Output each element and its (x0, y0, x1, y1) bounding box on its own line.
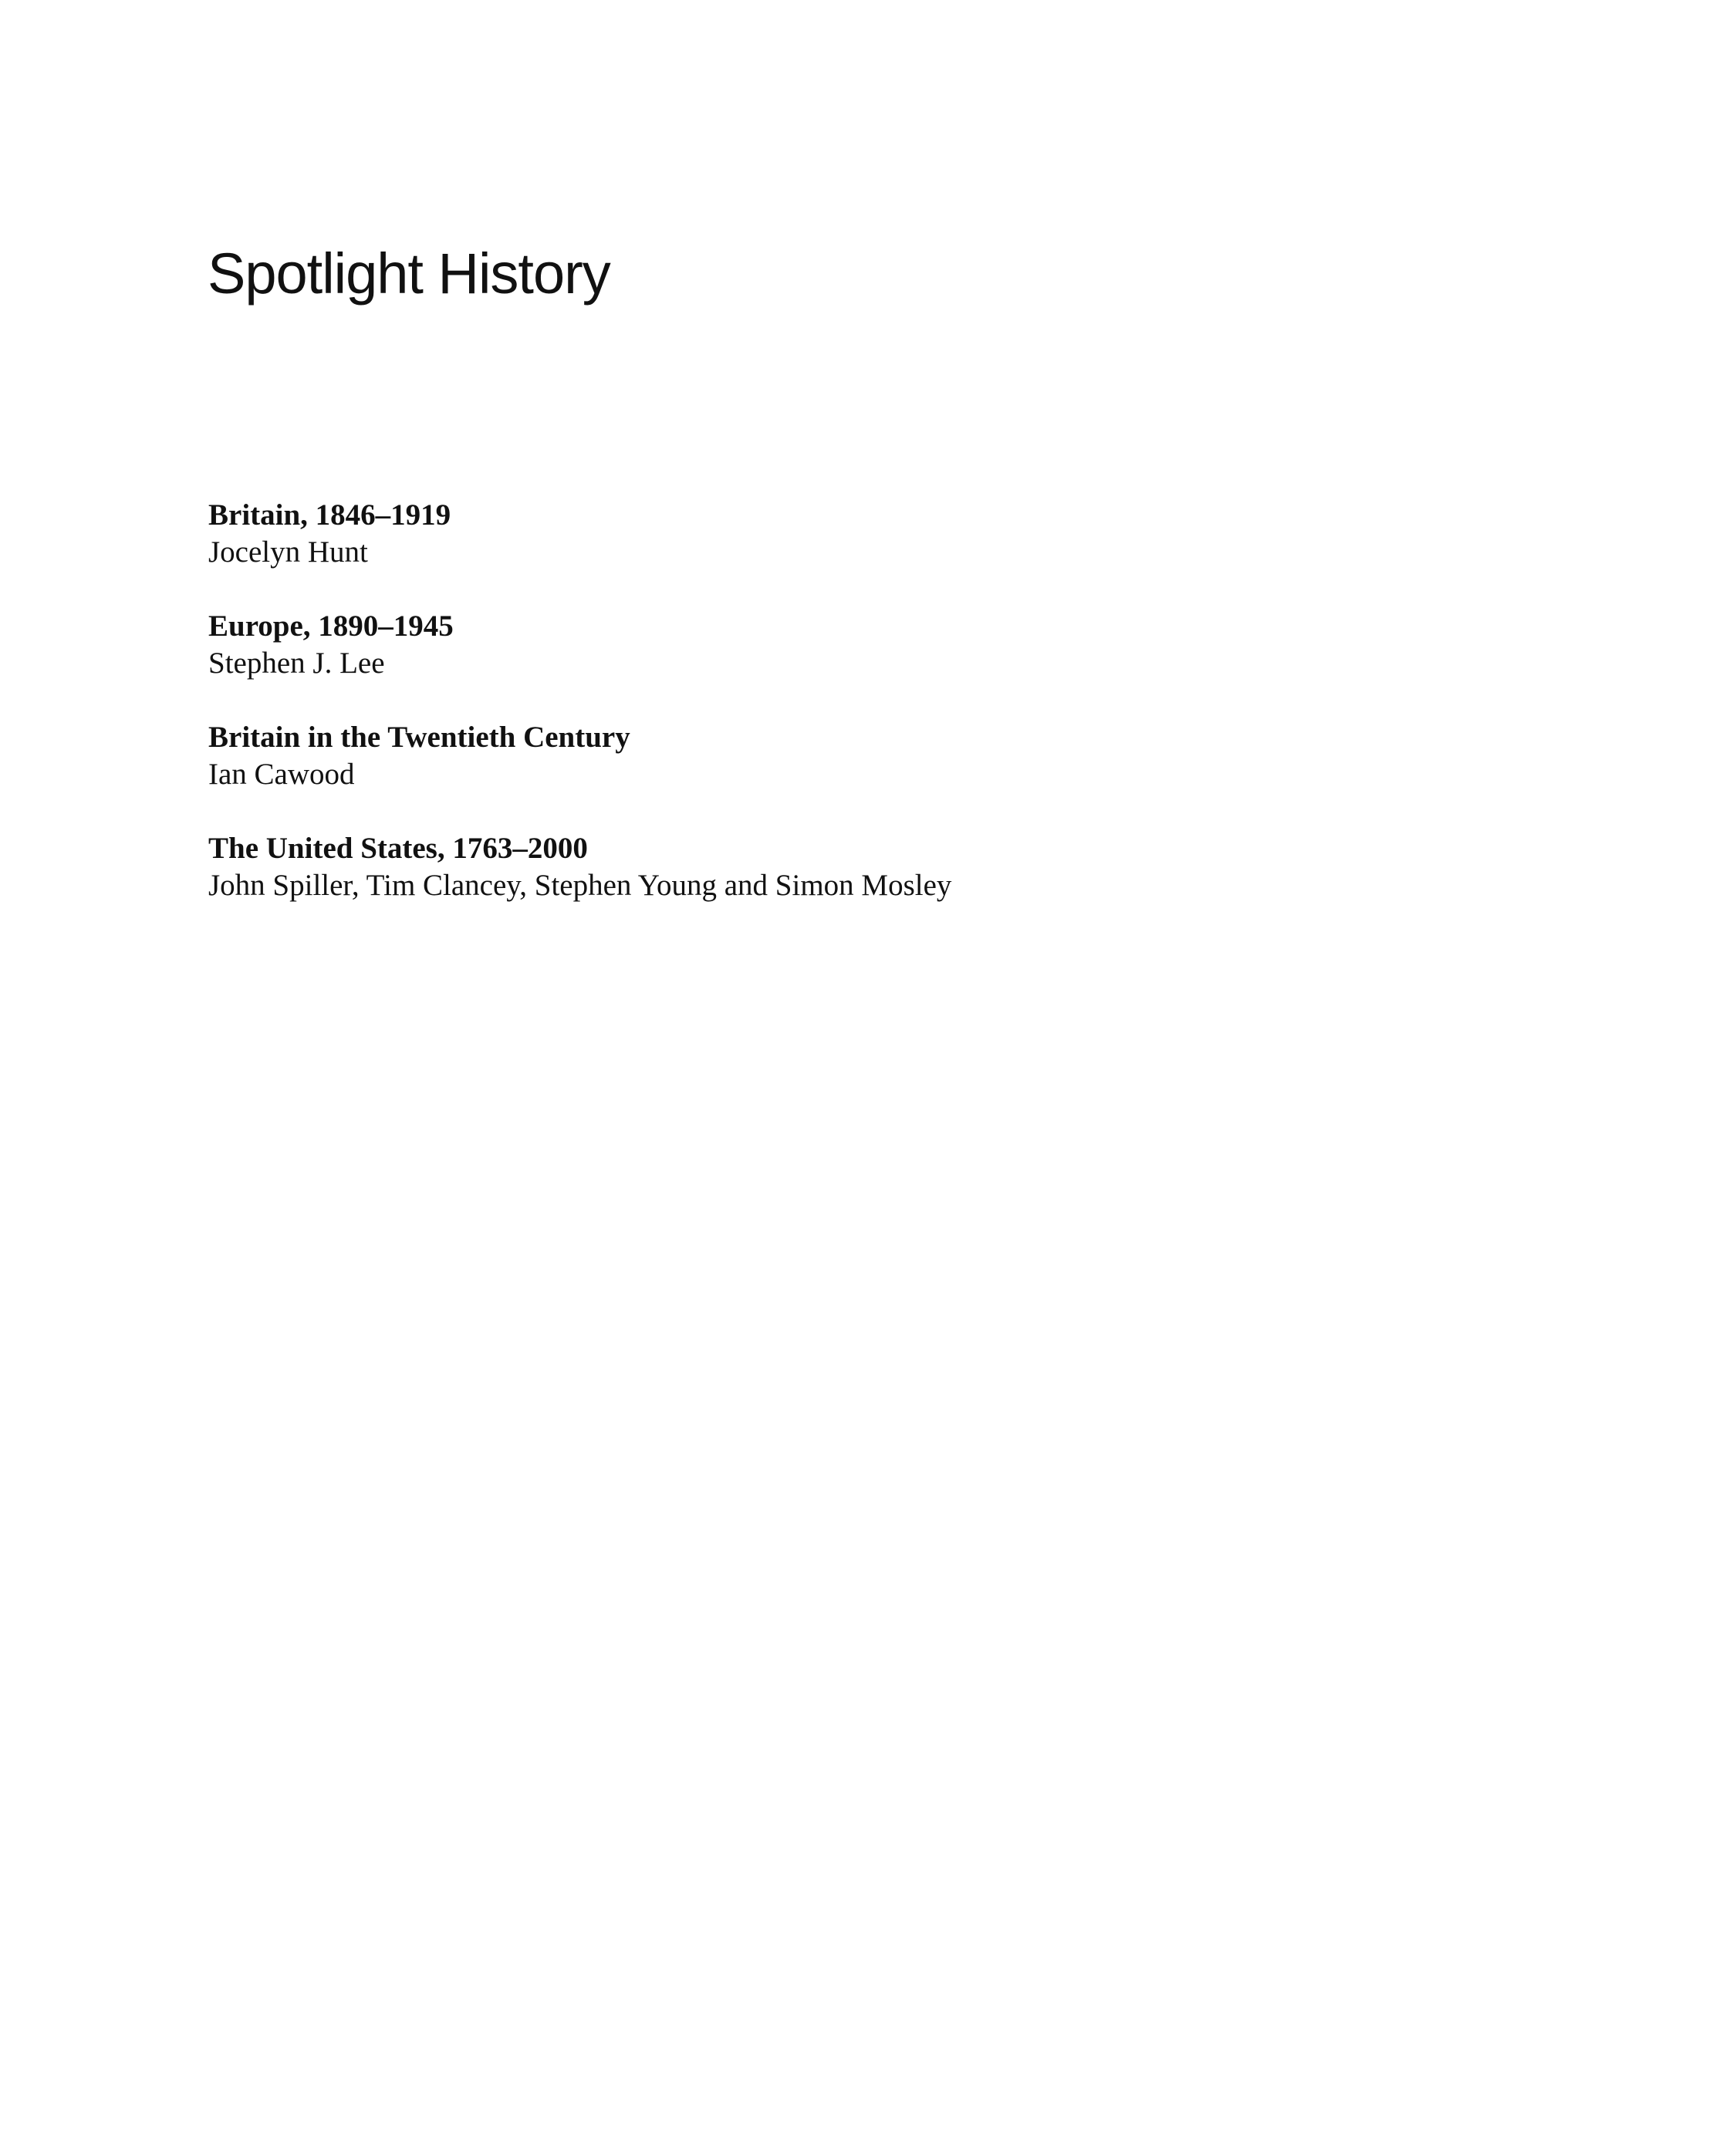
book-author: Jocelyn Hunt (208, 535, 368, 569)
series-title: Spotlight History (208, 241, 610, 306)
book-author: Stephen J. Lee (208, 647, 385, 680)
book-list (208, 497, 1597, 941)
book-entry (208, 497, 1597, 571)
book-author: Ian Cawood (208, 758, 355, 791)
book-author: John Spiller, Tim Clancey, Stephen Young and Simon Mosley (208, 869, 952, 902)
book-entry (208, 608, 1597, 682)
book-title: Britain, 1846–1919 (208, 498, 451, 532)
book-title: Britain in the Twentieth Century (208, 721, 630, 754)
book-title: The United States, 1763–2000 (208, 832, 588, 865)
book-entry (208, 830, 1597, 904)
book-entry (208, 719, 1597, 793)
book-title: Europe, 1890–1945 (208, 610, 454, 643)
